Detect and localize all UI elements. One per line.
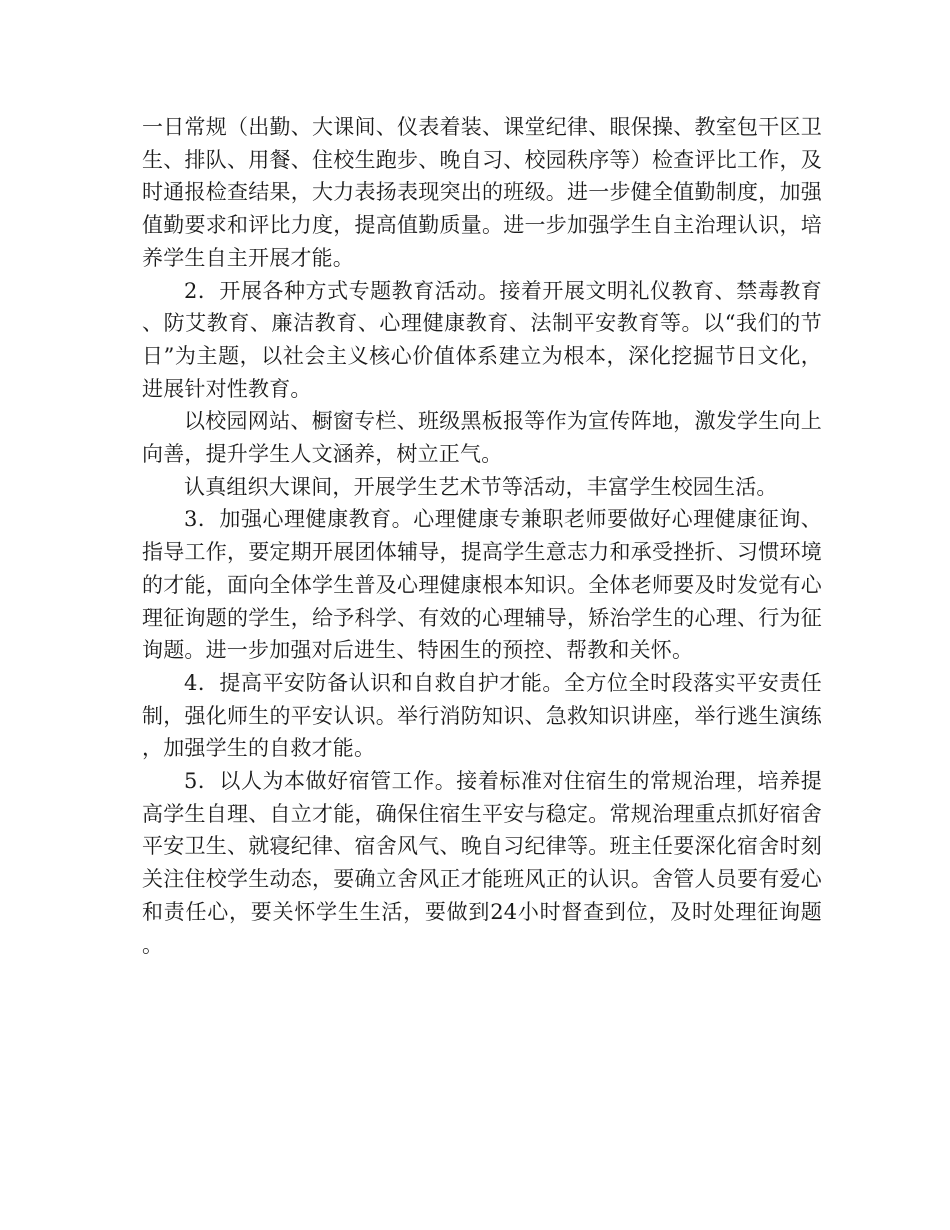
paragraph-publicity: 以校园网站、橱窗专栏、班级黑板报等作为宣传阵地，激发学生向上向善，提升学生人文涵养，树立正气。: [142, 409, 822, 467]
paragraph-routine-inspection: 一日常规（出勤、大课间、仪表着装、课堂纪律、眼保操、教室包干区卫生、排队、用餐、住校生跑步、晚自习、校园秩序等）检查评比工作，及时通报检查结果，大力表扬表现突出的班级。进一步健全值勤制度，加强值勤要求和评比力度，提高值勤质量。进一步加强学生自主治理认识，培养学生自主开展才能。: [142, 115, 822, 270]
paragraph-dormitory: 5．以人为本做好宿管工作。接着标准对住宿生的常规治理，培养提高学生自理、自立才能，确保住宿生平安与稳定。常规治理重点抓好宿舍平安卫生、就寝纪律、宿舍风气、晚自习纪律等。班主任要深化宿舍时刻关注住校学生动态，要确立舍风正才能班风正的认识。舍管人员要有爱心和责任心，要关怀学生生活，要做到24小时督查到位，及时处理征询题。: [142, 769, 822, 957]
paragraph-campus-activities: 认真组织大课间，开展学生艺术节等活动，丰富学生校园生活。: [184, 474, 778, 499]
paragraph-themed-education: 2．开展各种方式专题教育活动。接着开展文明礼仪教育、禁毒教育、防艾教育、廉洁教育、心理健康教育、法制平安教育等。以“我们的节日”为主题，以社会主义核心价值体系建立为根本，深化挖掘节日文化，进展针对性教育。: [142, 278, 822, 401]
document-page: [142, 111, 822, 961]
paragraph-mental-health: 3．加强心理健康教育。心理健康专兼职老师要做好心理健康征询、指导工作，要定期开展团体辅导，提高学生意志力和承受挫折、习惯环境的才能，面向全体学生普及心理健康根本知识。全体老师要及时发觉有心理征询题的学生，给予科学、有效的心理辅导，矫治学生的心理、行为征询题。进一步加强对后进生、特困生的预控、帮教和关怀。: [142, 507, 822, 663]
paragraph-safety: 4．提高平安防备认识和自救自护才能。全方位全时段落实平安责任制，强化师生的平安认识。举行消防知识、急救知识讲座，举行逃生演练，加强学生的自救才能。: [142, 670, 822, 761]
